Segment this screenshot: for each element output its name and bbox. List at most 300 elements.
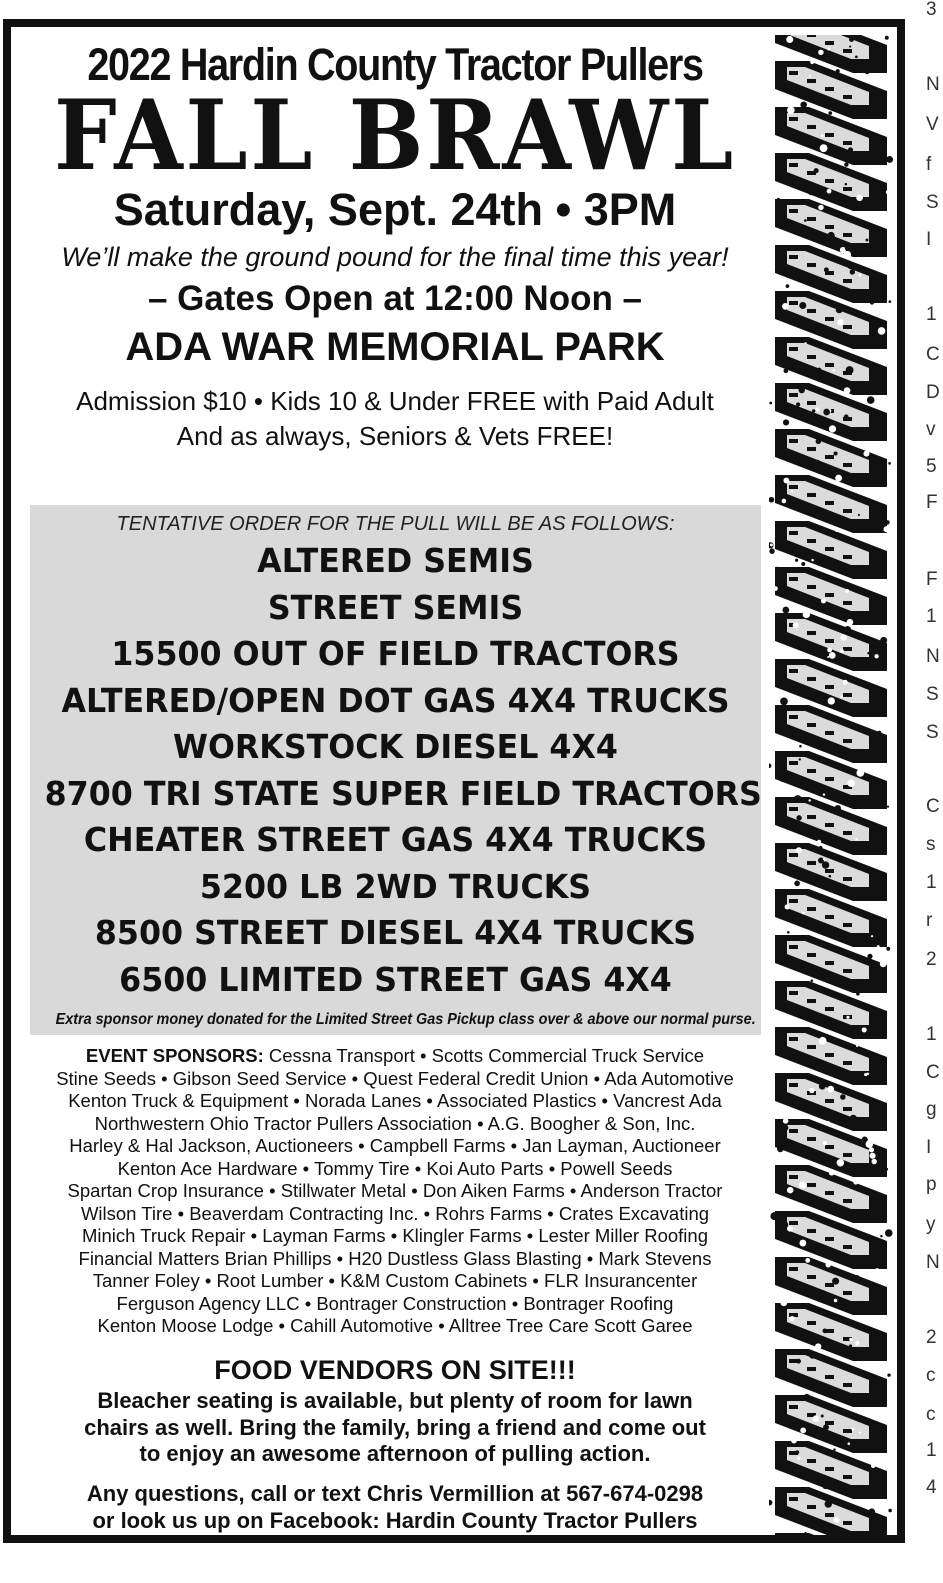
- tread-speckle: [824, 267, 829, 272]
- tread-texture-dash: [789, 1175, 798, 1179]
- tread-texture-dash: [807, 631, 816, 635]
- tread-speckle: [827, 648, 832, 653]
- tread-texture-dash: [789, 117, 798, 121]
- tread-texture-dash: [843, 647, 852, 651]
- tread-texture-dash: [807, 1045, 816, 1049]
- tread-speckle: [809, 1352, 815, 1358]
- tread-speckle: [827, 1086, 834, 1093]
- adjacent-column-fragment: s: [926, 834, 936, 855]
- tread-texture-dash: [789, 1405, 798, 1409]
- admission-info: [19, 384, 771, 454]
- tread-speckle: [844, 387, 851, 394]
- tread-speckle: [881, 1322, 887, 1328]
- tread-texture-dash: [807, 861, 816, 865]
- sponsor-line: Kenton Moose Lodge • Cahill Automotive • Alltree Tree Care Scott Garee: [97, 1315, 693, 1336]
- tread-texture-dash: [843, 1383, 852, 1387]
- tread-speckle: [817, 460, 819, 462]
- tread-speckle: [799, 302, 806, 309]
- adjacent-column-fragment: C: [926, 796, 940, 817]
- tread-texture-dash: [807, 1321, 816, 1325]
- tread-speckle: [801, 562, 805, 566]
- tread-speckle: [834, 805, 841, 812]
- tread-texture-dash: [807, 677, 816, 681]
- tread-speckle: [782, 51, 788, 57]
- tread-speckle: [856, 769, 864, 777]
- tread-speckle: [858, 274, 861, 277]
- tread-texture-dash: [807, 355, 816, 359]
- tread-speckle: [872, 789, 879, 796]
- tread-texture-dash: [807, 1367, 816, 1371]
- tread-texture-dash: [807, 401, 816, 405]
- tread-speckle: [832, 369, 835, 372]
- adjacent-column-fragment: c: [926, 1404, 936, 1425]
- tread-speckle: [847, 619, 854, 626]
- tread-texture-dash: [825, 1283, 834, 1287]
- tread-speckle: [783, 1118, 789, 1124]
- tread-texture-dash: [825, 501, 834, 505]
- tread-speckle: [818, 205, 823, 210]
- adjacent-column-fragment: g: [926, 1099, 937, 1120]
- tread-speckle: [781, 1124, 788, 1131]
- tread-texture-dash: [807, 1505, 816, 1509]
- adjacent-column-fragment: I: [926, 229, 932, 250]
- tread-speckle: [871, 1464, 875, 1468]
- tread-speckle: [865, 69, 870, 74]
- tread-speckle: [791, 490, 793, 492]
- tread-speckle: [845, 183, 848, 186]
- tread-texture-dash: [843, 877, 852, 881]
- tread-speckle: [856, 1045, 858, 1047]
- tread-texture-dash: [789, 1083, 798, 1087]
- tread-speckle: [796, 402, 800, 406]
- tread-speckle: [825, 1500, 832, 1507]
- tread-speckle: [877, 228, 880, 231]
- tread-speckle: [808, 799, 810, 801]
- pull-class-item: 8500 STREET DIESEL 4X4 TRUCKS: [94, 913, 697, 952]
- tread-speckle: [824, 835, 830, 841]
- tread-texture-dash: [807, 79, 816, 83]
- tread-speckle: [890, 727, 892, 729]
- tread-speckle: [782, 499, 787, 504]
- tread-texture-dash: [807, 263, 816, 267]
- tread-texture-dash: [825, 1099, 834, 1103]
- tread-texture-dash: [825, 133, 834, 137]
- tread-speckle: [840, 634, 847, 641]
- tread-texture-dash: [807, 953, 816, 957]
- adjacent-column-fragment: S: [926, 192, 939, 213]
- tread-speckle: [797, 1456, 800, 1459]
- tread-speckle: [795, 1450, 799, 1454]
- tread-speckle: [805, 1258, 810, 1263]
- tread-speckle: [805, 342, 807, 344]
- adjacent-column-fragment: p: [926, 1174, 937, 1195]
- tread-speckle: [883, 487, 890, 494]
- tread-texture-dash: [843, 49, 852, 53]
- tread-texture-dash: [807, 723, 816, 727]
- tread-speckle: [798, 1165, 801, 1168]
- tread-speckle: [826, 1262, 831, 1267]
- tread-texture-dash: [843, 1199, 852, 1203]
- tread-texture-dash: [807, 217, 816, 221]
- adjacent-column-fragment: N: [926, 74, 940, 95]
- tread-texture-dash: [807, 1137, 816, 1141]
- tread-texture-dash: [789, 1037, 798, 1041]
- tread-texture-dash: [843, 95, 852, 99]
- tread-speckle: [834, 1299, 838, 1303]
- tread-speckle: [769, 264, 775, 270]
- adjacent-column-fragment: I: [926, 1137, 932, 1158]
- tread-speckle: [849, 1338, 852, 1341]
- pull-order-panel: [30, 505, 761, 1035]
- event-title: FALL BRAWL: [53, 79, 737, 193]
- ad-content: [19, 35, 771, 1533]
- tread-speckle: [799, 1181, 806, 1188]
- tread-speckle: [777, 1146, 783, 1152]
- tread-speckle: [843, 680, 848, 685]
- tread-speckle: [859, 1431, 861, 1433]
- sponsor-line: Financial Matters Brian Phillips • H20 Dustless Glass Blasting • Mark Stevens: [78, 1247, 712, 1269]
- tread-speckle: [788, 1511, 793, 1516]
- tread-speckle: [877, 1041, 881, 1045]
- contact-facebook: or look us up on Facebook: Hardin County Tractor Pullers: [92, 1507, 698, 1533]
- tread-speckle: [889, 41, 892, 44]
- tread-speckle: [782, 607, 789, 614]
- tread-texture-dash: [825, 179, 834, 183]
- sponsor-line: Spartan Crop Insurance • Stillwater Metal • Don Aiken Farms • Anderson Tractor: [67, 1180, 723, 1201]
- tread-speckle: [856, 194, 863, 201]
- tread-speckle: [834, 451, 838, 455]
- tread-speckle: [823, 1141, 827, 1145]
- tread-speckle: [885, 1229, 893, 1237]
- admission-free-note: And as always, Seniors & Vets FREE!: [176, 421, 614, 452]
- tread-speckle: [786, 284, 790, 288]
- tread-speckle: [829, 652, 836, 659]
- tread-texture-dash: [789, 1267, 798, 1271]
- tread-speckle: [825, 694, 829, 698]
- adjacent-column-fragment: C: [926, 344, 940, 365]
- tread-speckle: [819, 846, 822, 849]
- tread-texture-dash: [789, 945, 798, 949]
- tread-speckle: [844, 251, 851, 258]
- tread-speckle: [770, 1212, 778, 1220]
- pull-class-item: 6500 LIMITED STREET GAS 4X4: [119, 959, 672, 999]
- tread-speckle: [821, 1414, 824, 1417]
- tread-speckle: [823, 1341, 829, 1347]
- tread-texture-dash: [807, 125, 816, 129]
- tread-speckle: [826, 1017, 831, 1022]
- tread-speckle: [837, 884, 840, 887]
- adjacent-column-fragment: 3: [926, 0, 937, 20]
- tread-speckle: [823, 409, 830, 416]
- tread-speckle: [875, 1268, 879, 1272]
- tread-speckle: [880, 960, 887, 967]
- tread-speckle: [866, 1140, 874, 1148]
- tread-speckle: [772, 650, 778, 656]
- pull-class-item: ALTERED SEMIS: [257, 541, 534, 580]
- tread-speckle: [874, 654, 878, 658]
- adjacent-column-fragment: F: [926, 569, 938, 590]
- tread-texture-dash: [825, 41, 834, 45]
- tread-speckle: [840, 649, 844, 653]
- tread-speckle: [769, 402, 772, 405]
- tread-speckle: [800, 101, 807, 108]
- tread-speckle: [844, 626, 851, 633]
- tread-texture-dash: [789, 301, 798, 305]
- tread-texture-dash: [843, 969, 852, 973]
- tread-speckle: [812, 409, 815, 412]
- tread-texture-dash: [807, 1459, 816, 1463]
- seating-line: to enjoy an awesome afternoon of pulling action.: [139, 1441, 651, 1466]
- tread-texture-dash: [789, 393, 798, 397]
- tread-texture-dash: [843, 1107, 852, 1111]
- tread-speckle: [880, 1163, 883, 1166]
- tread-speckle: [873, 81, 875, 83]
- adjacent-column-fragment: S: [926, 722, 939, 743]
- tread-speckle: [813, 1415, 820, 1422]
- tread-speckle: [799, 387, 805, 393]
- tread-speckle: [818, 50, 823, 55]
- tread-texture-dash: [789, 209, 798, 213]
- sponsor-line: [19, 1045, 771, 1068]
- tread-speckle: [821, 598, 826, 603]
- tread-speckle: [887, 959, 892, 964]
- tread-speckle: [787, 106, 795, 114]
- tread-texture-dash: [843, 831, 852, 835]
- tread-speckle: [785, 904, 790, 909]
- tread-speckle: [808, 189, 814, 195]
- tread-texture-dash: [789, 347, 798, 351]
- tread-texture-dash: [807, 815, 816, 819]
- adjacent-column-fragment: F: [926, 492, 938, 513]
- tread-speckle: [770, 544, 773, 547]
- tread-speckle: [880, 637, 887, 644]
- tread-speckle: [823, 1424, 829, 1430]
- tread-speckle: [834, 1517, 840, 1523]
- sponsors-label: EVENT SPONSORS:: [85, 1045, 264, 1066]
- tread-speckle: [846, 366, 854, 374]
- tread-texture-dash: [807, 1275, 816, 1279]
- tread-speckle: [802, 962, 807, 967]
- tread-speckle: [877, 945, 880, 948]
- tread-speckle: [886, 947, 890, 951]
- tread-speckle: [821, 1290, 826, 1295]
- adjacent-column-fragment: C: [926, 1062, 940, 1083]
- sponsor-line: Kenton Ace Hardware • Tommy Tire • Koi Auto Parts • Powell Seeds: [117, 1157, 673, 1179]
- pull-class-item: CHEATER STREET GAS 4X4 TRUCKS: [83, 820, 708, 859]
- tread-speckle: [877, 1455, 881, 1459]
- tread-speckle: [871, 1159, 876, 1164]
- tread-speckle: [856, 992, 860, 996]
- tread-speckle: [782, 526, 785, 529]
- tread-speckle: [828, 111, 832, 115]
- tread-speckle: [791, 1438, 797, 1444]
- tread-speckle: [774, 418, 779, 423]
- tread-speckle: [833, 666, 836, 669]
- tread-texture-dash: [807, 447, 816, 451]
- adjacent-column-fragment: N: [926, 1252, 940, 1273]
- tread-texture-dash: [825, 547, 834, 551]
- pull-class-list: [30, 538, 761, 1003]
- adjacent-article-edge: [920, 0, 943, 1583]
- tread-texture-dash: [825, 915, 834, 919]
- tread-speckle: [871, 935, 873, 937]
- pull-class-item: ALTERED/OPEN DOT GAS 4X4 TRUCKS: [61, 680, 730, 720]
- tread-speckle: [828, 875, 831, 878]
- tread-speckle: [815, 1343, 821, 1349]
- tread-speckle: [804, 1532, 806, 1534]
- tread-speckle: [855, 1341, 859, 1345]
- sponsor-line: Minich Truck Repair • Layman Farms • Klingler Farms • Lester Miller Roofing: [81, 1225, 708, 1246]
- tread-texture-dash: [825, 1467, 834, 1471]
- tread-speckle: [794, 881, 800, 887]
- tread-speckle: [787, 1226, 792, 1231]
- tread-speckle: [847, 780, 854, 787]
- tread-speckle: [879, 886, 882, 889]
- tread-texture-dash: [789, 761, 798, 765]
- tread-speckle: [840, 1094, 846, 1100]
- sponsor-purse-note: Extra sponsor money donated for the Limited Street Gas Pickup class over & above our normal purse.: [55, 1011, 756, 1028]
- sponsor-line: Kenton Truck & Equipment • Norada Lanes • Associated Plastics • Vancrest Ada: [68, 1090, 722, 1111]
- tread-texture-dash: [843, 693, 852, 697]
- sponsor-line: Ferguson Agency LLC • Bontrager Construction • Bontrager Roofing: [116, 1292, 674, 1314]
- tread-texture-dash: [789, 485, 798, 489]
- tread-speckle: [835, 475, 842, 482]
- tread-speckle: [796, 815, 801, 820]
- adjacent-column-fragment: r: [926, 910, 933, 931]
- tread-speckle: [796, 847, 802, 853]
- tread-speckle: [871, 1365, 878, 1372]
- pull-class-item: 15500 OUT OF FIELD TRACTORS: [111, 634, 680, 673]
- tread-speckle: [778, 350, 785, 357]
- seating-line: chairs as well. Bring the family, bring a friend and come out: [84, 1414, 706, 1440]
- tread-speckle: [803, 611, 810, 618]
- tread-texture-dash: [807, 907, 816, 911]
- tread-speckle: [886, 156, 893, 163]
- adjacent-column-fragment: V: [926, 114, 939, 135]
- tread-speckle: [876, 103, 882, 109]
- tread-speckle: [877, 731, 881, 735]
- tread-texture-dash: [825, 1237, 834, 1241]
- tread-speckle: [773, 561, 777, 565]
- pull-class-item: WORKSTOCK DIESEL 4X4: [173, 727, 618, 766]
- tread-texture-dash: [843, 1153, 852, 1157]
- adjacent-column-fragment: 1: [926, 606, 937, 627]
- pull-order-heading: TENTATIVE ORDER FOR THE PULL WILL BE AS FOLLOWS:: [116, 513, 675, 535]
- tread-speckle: [850, 269, 855, 274]
- tread-speckle: [824, 378, 827, 381]
- tread-speckle: [867, 652, 870, 655]
- tread-speckle: [809, 75, 811, 77]
- tread-speckle: [887, 806, 889, 808]
- tread-speckle: [845, 589, 849, 593]
- tread-speckle: [849, 46, 851, 48]
- tread-speckle: [791, 1478, 794, 1481]
- tread-speckle: [792, 825, 796, 829]
- tread-speckle: [775, 567, 778, 570]
- tread-texture-dash: [807, 769, 816, 773]
- sponsor-line: Harley & Hal Jackson, Auctioneers • Campbell Farms • Jan Layman, Auctioneer: [69, 1135, 721, 1156]
- tread-speckle: [850, 1115, 857, 1122]
- tread-texture-dash: [807, 309, 816, 313]
- tread-texture-dash: [789, 163, 798, 167]
- tread-texture-dash: [789, 71, 798, 75]
- tread-speckle: [786, 36, 793, 43]
- tread-texture-dash: [825, 731, 834, 735]
- tread-speckle: [776, 276, 779, 279]
- tread-speckle: [888, 300, 891, 303]
- tread-texture-dash: [843, 187, 852, 191]
- tread-speckle: [794, 795, 802, 803]
- tread-speckle: [790, 1020, 793, 1023]
- tread-speckle: [853, 1180, 858, 1185]
- tread-speckle: [878, 327, 886, 335]
- adjacent-column-fragment: 1: [926, 304, 937, 325]
- tread-speckle: [823, 858, 825, 860]
- tread-speckle: [839, 1024, 844, 1029]
- tread-speckle: [799, 745, 802, 748]
- adjacent-column-fragment: 2: [926, 949, 937, 970]
- tread-speckle: [809, 1088, 814, 1093]
- tread-speckle: [822, 1329, 827, 1334]
- tread-texture-dash: [807, 1229, 816, 1233]
- tread-speckle: [814, 168, 819, 173]
- tread-texture-dash: [843, 509, 852, 513]
- tread-texture-dash: [825, 1007, 834, 1011]
- tread-speckle: [779, 712, 786, 719]
- tread-speckle: [867, 396, 875, 404]
- sponsor-line: Northwestern Ohio Tractor Pullers Association • A.G. Boogher & Son, Inc.: [94, 1112, 696, 1134]
- tread-speckle: [862, 1027, 867, 1032]
- tread-texture-dash: [825, 225, 834, 229]
- tread-speckle: [849, 1344, 852, 1347]
- tread-texture-dash: [825, 1375, 834, 1379]
- contact-info: [19, 1480, 771, 1534]
- tread-speckle: [816, 439, 822, 445]
- tread-texture-dash: [843, 739, 852, 743]
- tread-texture-dash: [843, 141, 852, 145]
- tread-texture-dash: [789, 715, 798, 719]
- tread-speckle: [869, 1147, 874, 1152]
- tread-speckle: [826, 1121, 830, 1125]
- tread-speckle: [790, 1316, 795, 1321]
- pull-class-item: STREET SEMIS: [267, 587, 524, 627]
- tread-texture-dash: [825, 87, 834, 91]
- tread-speckle: [776, 366, 779, 369]
- adjacent-column-fragment: N: [926, 646, 940, 667]
- tread-speckle: [866, 238, 869, 241]
- tread-speckle: [780, 1299, 787, 1306]
- adjacent-column-fragment: y: [926, 1214, 936, 1235]
- tread-speckle: [777, 1355, 779, 1357]
- tread-speckle: [781, 1221, 788, 1228]
- tread-speckle: [783, 478, 789, 484]
- tread-speckle: [829, 425, 836, 432]
- tread-texture-dash: [825, 777, 834, 781]
- tread-texture-dash: [789, 669, 798, 673]
- tread-texture-dash: [789, 1497, 798, 1501]
- tread-texture-dash: [807, 999, 816, 1003]
- tread-speckle: [863, 451, 869, 457]
- adjacent-column-fragment: 2: [926, 1327, 937, 1348]
- tread-speckle: [849, 475, 856, 482]
- tread-speckle: [783, 419, 789, 425]
- tread-speckle: [833, 1448, 836, 1451]
- tread-speckle: [836, 306, 843, 313]
- tread-speckle: [835, 529, 838, 532]
- tread-texture-dash: [825, 961, 834, 965]
- tread-speckle: [795, 559, 798, 562]
- tread-speckle: [802, 912, 805, 915]
